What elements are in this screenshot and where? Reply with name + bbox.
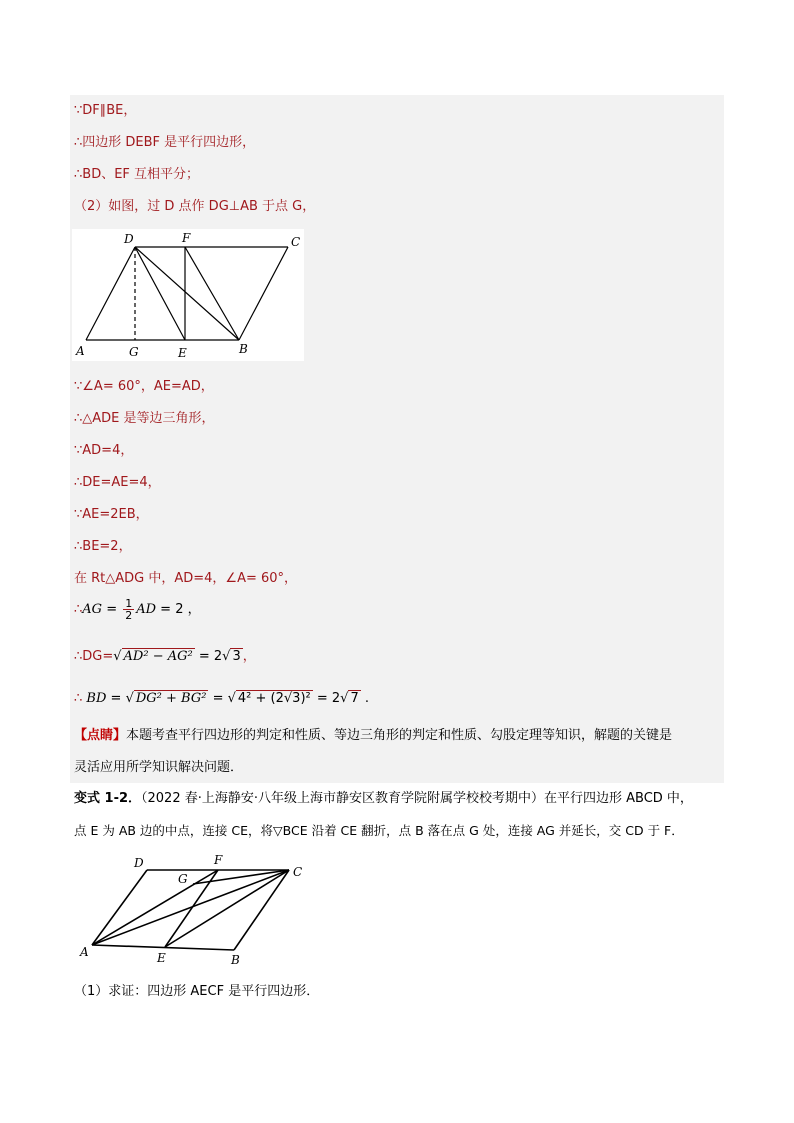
solution-line-4: （2）如图，过 D 点作 DG⊥AB 于点 G，: [74, 199, 316, 214]
solution-line-8: ∴DE=AE=4，: [74, 475, 161, 490]
solution-line-2: ∴四边形 DEBF 是平行四边形，: [74, 135, 256, 150]
label-E: E: [157, 951, 166, 965]
variant-line-2: 点 E 为 AB 边的中点，连接 CE，将▽BCE 沿着 CE 翻折，点 B 落在点 G 处，连接 AG 并延长，交 CD 于 F．: [74, 823, 684, 838]
solution-line-10: ∴BE=2，: [74, 539, 132, 554]
solution-line-9: ∵AE=2EB，: [74, 507, 149, 522]
solution-line-11: 在 Rt△ADG 中，AD=4，∠A= 60°，: [74, 571, 298, 586]
label-D: D: [124, 232, 134, 246]
label-C: C: [291, 235, 301, 249]
label-A: A: [76, 344, 85, 358]
comment-line-1: 【点睛】本题考查平行四边形的判定和性质、等边三角形的判定和性质、勾股定理等知识，解题的关键是: [74, 728, 673, 743]
variant-line-1: 变式 1-2．（2022 春·上海静安·八年级上海市静安区教育学院附属学校校考期中）在平行四边形 ABCD 中，: [74, 791, 693, 806]
solution-line-13: ∴DG=√ AD² − AG² = 2√ 3 ，: [74, 649, 256, 664]
label-E: E: [178, 346, 187, 360]
parallelogram-figure-2: [72, 852, 322, 972]
parallelogram-figure-1: [72, 229, 304, 361]
question-1: （1）求证：四边形 AECF 是平行四边形．: [74, 984, 320, 999]
solution-line-3: ∴BD、EF 互相平分；: [74, 167, 200, 182]
comment-tag: 【点睛】: [74, 728, 127, 743]
label-G: G: [129, 345, 139, 359]
label-F: F: [214, 853, 223, 867]
label-C: C: [293, 865, 303, 879]
solution-line-6: ∴△ADE 是等边三角形，: [74, 411, 215, 426]
label-A: A: [80, 945, 89, 959]
solution-line-14: ∴ BD = √ DG² + BG² = √ 4² + (2√3)² = 2√ 7 .: [74, 691, 370, 706]
label-B: B: [239, 342, 248, 356]
fraction-one-half: $\frac{1}{2}$: [125, 597, 133, 622]
solution-line-12: ∴AG = $\frac{1}{2}$ AD = 2 ，: [74, 597, 201, 622]
comment-line-2: 灵活应用所学知识解决问题．: [74, 760, 244, 775]
variant-title: 变式 1-2．: [74, 791, 142, 806]
label-G: G: [178, 872, 188, 886]
solution-line-5: ∵∠A= 60°，AE=AD，: [74, 379, 214, 394]
label-B: B: [231, 953, 240, 967]
solution-line-1: ∵DF∥BE，: [74, 103, 137, 118]
solution-line-7: ∵AD=4，: [74, 443, 134, 458]
label-D: D: [134, 856, 144, 870]
label-F: F: [182, 231, 191, 245]
